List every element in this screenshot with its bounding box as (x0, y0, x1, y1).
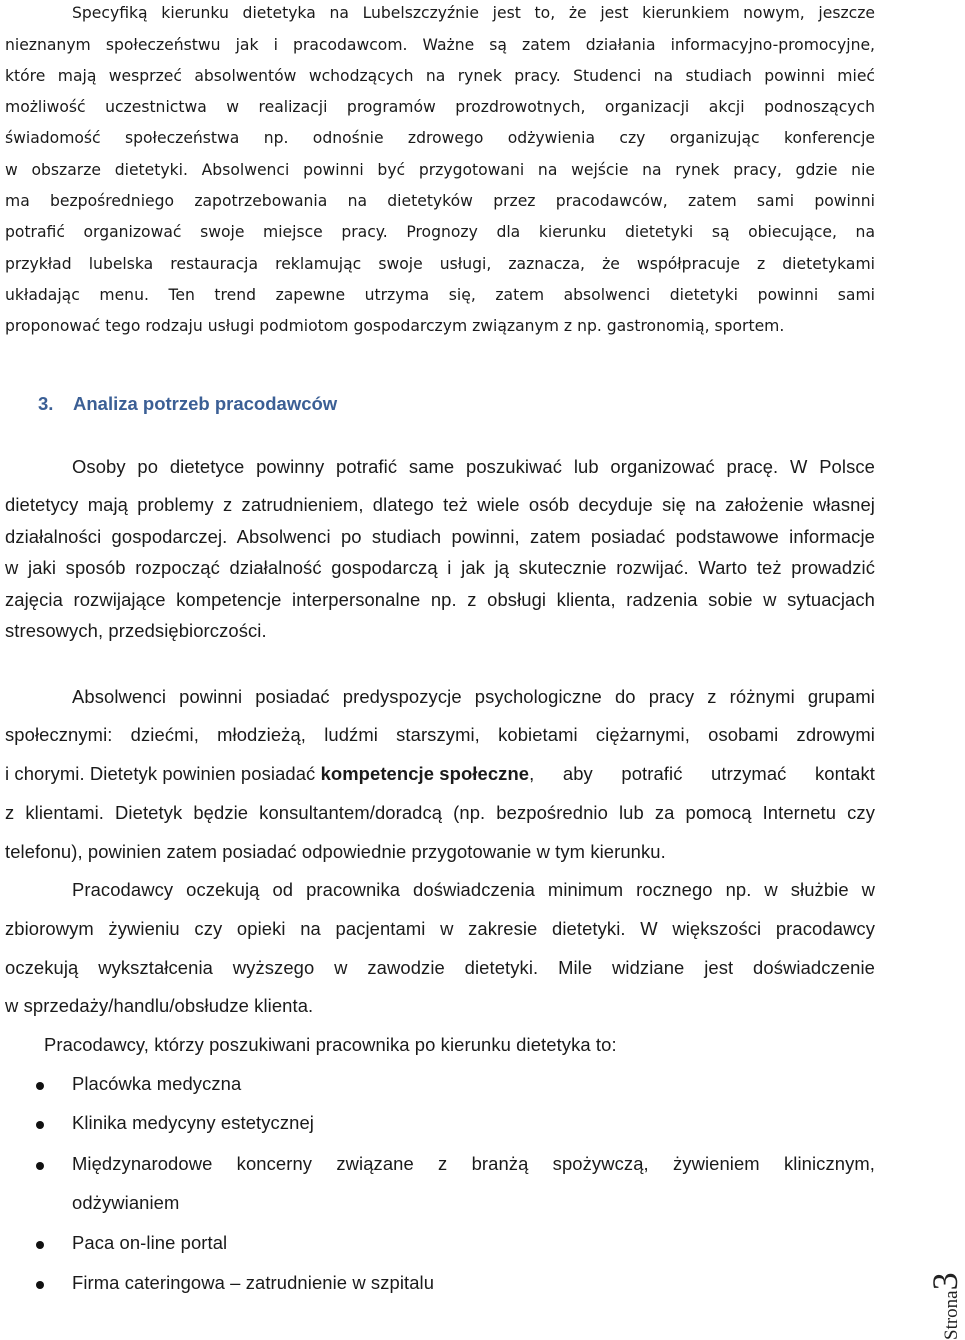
text-line: nieznanym społeczeństwu jak i pracodawcom. Ważne są zatem działania informacyjno-promocyjne, (5, 36, 875, 54)
emphasis-text: kompetencje społeczne (320, 763, 530, 784)
text-line: ma bezpośredniego zapotrzebowania na dietetyków przez pracodawców, zatem sami powinni (5, 192, 875, 210)
text-line: możliwość uczestnictwa w realizacji programów prozdrowotnych, organizacji akcji podnoszących (5, 98, 875, 116)
bullet-icon (36, 1162, 44, 1170)
text-line: potrafić organizować swoje miejsce pracy. Prognozy dla kierunku dietetyki są obiecujące, na (5, 223, 875, 241)
text-line: zajęcia rozwijające kompetencje interpersonalne np. z obsługi klienta, radzenia sobie w sytuacjach (5, 589, 875, 610)
text-line: dietetycy mają problemy z zatrudnieniem, dlatego też wiele osób decyduje się na założenie własnej (5, 494, 875, 515)
text-line: układając menu. Ten trend zapewne utrzyma się, zatem absolwenci dietetyki powinni sami (5, 286, 875, 304)
text-line: proponować tego rodzaju usługi podmiotom gospodarczym związanym z np. gastronomią, sportem. (5, 317, 785, 335)
list-item: Klinika medycyny estetycznej (72, 1112, 314, 1133)
bullet-icon (36, 1082, 44, 1090)
list-item: Firma cateringowa – zatrudnienie w szpitalu (72, 1272, 435, 1293)
bullet-icon (36, 1121, 44, 1129)
text-line: oczekują wykształcenia wyższego w zawodzie dietetyki. Mile widziane jest doświadczenie (5, 957, 875, 978)
text-line: telefonu), powinien zatem posiadać odpowiednie przygotowanie w tym kierunku. (5, 841, 666, 862)
text-fragment: , aby potrafić utrzymać kontakt (529, 763, 875, 784)
page-label: Strona (941, 1290, 962, 1340)
list-item: Placówka medyczna (72, 1073, 242, 1094)
section-title: Analiza potrzeb pracodawców (73, 393, 338, 414)
page-footer (925, 1250, 965, 1340)
text-line: zbiorowym żywieniu czy opieki na pacjentami w zakresie dietetyki. W większości pracodawcy (5, 918, 875, 939)
text-line (5, 764, 875, 784)
text-line: Absolwenci powinni posiadać predyspozycje psychologiczne do pracy z różnymi grupami (72, 686, 875, 707)
text-line: społecznymi: dziećmi, młodzieżą, ludźmi starszymi, kobietami ciężarnymi, osobami zdrowymi (5, 724, 875, 745)
text-line: świadomość społeczeństwa np. odnośnie zdrowego odżywienia czy organizując konferencje (5, 129, 875, 147)
text-line: które mają wesprzeć absolwentów wchodzących na rynek pracy. Studenci na studiach powinni mieć (5, 67, 875, 85)
bullet-icon (36, 1281, 44, 1289)
list-intro: Pracodawcy, którzy poszukiwani pracownika po kierunku dietetyka to: (44, 1034, 617, 1055)
text-line: Specyfiką kierunku dietetyka na Lubelszczyźnie jest to, że jest kierunkiem nowym, jeszcze (72, 4, 875, 22)
bullet-icon (36, 1241, 44, 1249)
text-line: przykład lubelska restauracja reklamując swoje usługi, zaznacza, że współpracuje z dietetykami (5, 255, 875, 273)
text-line: z klientami. Dietetyk będzie konsultantem/doradcą (np. bezpośrednio lub za pomocą Internetu czy (5, 802, 875, 823)
text-line: Pracodawcy oczekują od pracownika doświadczenia minimum rocznego np. w służbie w (72, 879, 875, 900)
page-number-block (925, 1272, 965, 1340)
text-line: stresowych, przedsiębiorczości. (5, 620, 267, 641)
page-number: 3 (925, 1272, 965, 1291)
text-line: w jaki sposób rozpocząć działalność gospodarczą i jak ją skutecznie rozwijać. Warto też prowadzić (5, 557, 875, 578)
section-heading (38, 393, 337, 415)
text-line: Osoby po dietetyce powinny potrafić same poszukiwać lub organizować pracę. W Polsce (72, 456, 875, 477)
text-line: w obszarze dietetyki. Absolwenci powinni być przygotowani na wejście na rynek pracy, gdzie nie (5, 161, 875, 179)
text-line: działalności gospodarczej. Absolwenci po studiach powinni, zatem posiadać podstawowe informacje (5, 526, 875, 547)
text-line: w sprzedaży/handlu/obsłudze klienta. (5, 995, 314, 1016)
text-fragment: i chorymi. Dietetyk powinien posiadać (5, 763, 321, 784)
list-item-continuation: odżywianiem (72, 1192, 180, 1213)
section-number: 3. (38, 393, 54, 414)
list-item: Paca on-line portal (72, 1232, 228, 1253)
list-item: Międzynarodowe koncerny związane z branżą spożywczą, żywieniem klinicznym, (72, 1153, 875, 1174)
